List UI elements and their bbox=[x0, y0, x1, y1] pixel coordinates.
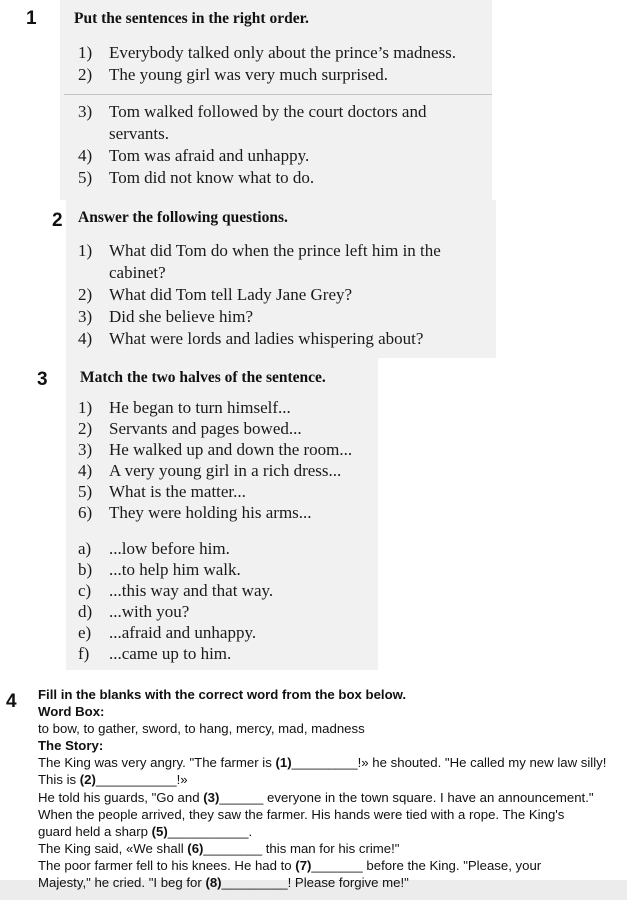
item-number: 2) bbox=[78, 419, 93, 438]
blank-number-2: (2) bbox=[79, 772, 96, 787]
story-text: ! Please forgive me!" bbox=[287, 875, 409, 890]
s3-half-c bbox=[78, 580, 273, 601]
s3-item-1 bbox=[78, 397, 291, 418]
item-number: 3) bbox=[78, 440, 93, 459]
s1-item-3-continued bbox=[109, 123, 169, 144]
blank-number-8: (8) bbox=[205, 875, 222, 890]
story-line-7 bbox=[38, 857, 541, 874]
blank-number-6: (6) bbox=[187, 841, 204, 856]
blank-number-1: (1) bbox=[275, 755, 292, 770]
story-label-text: The Story: bbox=[38, 738, 104, 753]
item-text: What did Tom do when the prince left him in the bbox=[109, 241, 441, 260]
item-text: A very young girl in a rich dress... bbox=[109, 461, 342, 480]
s2-item-4 bbox=[78, 328, 423, 349]
section4-number: 4 bbox=[6, 691, 17, 712]
item-text: ...low before him. bbox=[109, 539, 230, 558]
item-text: He began to turn himself... bbox=[109, 398, 291, 417]
blank-3[interactable]: ______ bbox=[219, 790, 264, 805]
story-line-2 bbox=[38, 771, 188, 788]
item-number: 1) bbox=[78, 398, 93, 417]
item-letter: f) bbox=[78, 644, 90, 663]
item-text: They were holding his arms... bbox=[109, 503, 312, 522]
s2-item-2 bbox=[78, 284, 352, 305]
story-text: Majesty," he cried. "I beg for bbox=[38, 875, 206, 890]
s2-item-1-continued bbox=[109, 262, 166, 283]
item-letter: e) bbox=[78, 623, 92, 642]
item-text: Everybody talked only about the prince’s madness. bbox=[109, 43, 456, 62]
item-text: He walked up and down the room... bbox=[109, 440, 353, 459]
item-number: 5) bbox=[78, 168, 93, 187]
section2-number: 2 bbox=[52, 210, 63, 231]
section4-heading bbox=[38, 686, 406, 703]
blank-6[interactable]: ________ bbox=[203, 841, 263, 856]
item-letter: b) bbox=[78, 560, 93, 579]
item-number: 4) bbox=[78, 461, 93, 480]
item-number: 2) bbox=[78, 285, 93, 304]
s2-item-1 bbox=[78, 240, 441, 261]
section4-heading-text: Fill in the blanks with the correct word from the box below. bbox=[38, 687, 407, 702]
blank-number-7: (7) bbox=[295, 858, 312, 873]
story-text: !» he shouted. "He called my new law silly! bbox=[357, 755, 607, 770]
s1-item-1 bbox=[78, 42, 456, 63]
item-text: ...this way and that way. bbox=[109, 581, 274, 600]
story-text: before the King. "Please, your bbox=[362, 858, 542, 873]
story-text: This is bbox=[38, 772, 80, 787]
section1-number: 1 bbox=[26, 8, 37, 29]
item-number: 2) bbox=[78, 65, 93, 84]
s3-item-2 bbox=[78, 418, 302, 439]
item-text: Tom walked followed by the court doctors and bbox=[109, 102, 427, 121]
section3-number: 3 bbox=[37, 369, 48, 390]
s3-item-3 bbox=[78, 439, 352, 460]
story-label bbox=[38, 737, 103, 754]
wordbox-words: to bow, to gather, sword, to hang, mercy, mad, madness bbox=[38, 721, 365, 736]
s3-half-e bbox=[78, 622, 256, 643]
s3-half-f bbox=[78, 643, 231, 664]
story-text: He told his guards, "Go and bbox=[38, 790, 204, 805]
s2-item-3 bbox=[78, 306, 253, 327]
blank-1[interactable]: _________ bbox=[291, 755, 358, 770]
s3-item-6 bbox=[78, 502, 312, 523]
item-number: 3) bbox=[78, 307, 93, 326]
item-text: ...afraid and unhappy. bbox=[109, 623, 257, 642]
s3-half-d bbox=[78, 601, 189, 622]
story-text: The poor farmer fell to his knees. He had to bbox=[38, 858, 296, 873]
item-number: 4) bbox=[78, 329, 93, 348]
story-line-1 bbox=[38, 754, 606, 771]
s1-item-5 bbox=[78, 167, 314, 188]
s1-item-4 bbox=[78, 145, 309, 166]
blank-8[interactable]: _________ bbox=[221, 875, 288, 890]
section1-divider bbox=[64, 94, 492, 95]
story-text: . bbox=[248, 824, 253, 839]
item-text: What did Tom tell Lady Jane Grey? bbox=[109, 285, 353, 304]
s3-item-5 bbox=[78, 481, 246, 502]
wordbox-label bbox=[38, 703, 104, 720]
s1-item-2 bbox=[78, 64, 388, 85]
item-number: 6) bbox=[78, 503, 93, 522]
s1-item-3 bbox=[78, 101, 426, 122]
story-line-5 bbox=[38, 823, 252, 840]
story-line-4: When the people arrived, they saw the farmer. His hands were tied with a rope. The King's bbox=[38, 807, 565, 822]
section3-heading: Match the two halves of the sentence. bbox=[80, 369, 326, 386]
s3-item-4 bbox=[78, 460, 341, 481]
story-line-3 bbox=[38, 789, 594, 806]
item-letter: a) bbox=[78, 539, 92, 558]
story-text: The King was very angry. "The farmer is bbox=[38, 755, 276, 770]
item-text: What were lords and ladies whispering about? bbox=[109, 329, 424, 348]
story-text: !» bbox=[176, 772, 188, 787]
story-line-6 bbox=[38, 840, 399, 857]
blank-5[interactable]: ___________ bbox=[167, 824, 249, 839]
item-number: 1) bbox=[78, 241, 93, 260]
item-text: ...came up to him. bbox=[109, 644, 232, 663]
item-text: ...with you? bbox=[109, 602, 190, 621]
section2-heading: Answer the following questions. bbox=[78, 209, 288, 226]
item-number: 4) bbox=[78, 146, 93, 165]
s3-half-b bbox=[78, 559, 241, 580]
item-letter: c) bbox=[78, 581, 92, 600]
item-text: Tom did not know what to do. bbox=[109, 168, 315, 187]
blank-number-3: (3) bbox=[203, 790, 220, 805]
story-text: everyone in the town square. I have an announcement." bbox=[263, 790, 594, 805]
item-letter: d) bbox=[78, 602, 93, 621]
story-text: The King said, «We shall bbox=[38, 841, 188, 856]
story-text: this man for his crime!" bbox=[262, 841, 400, 856]
item-text-continued: servants. bbox=[109, 124, 169, 143]
blank-number-5: (5) bbox=[151, 824, 168, 839]
item-number: 1) bbox=[78, 43, 93, 62]
item-text: Did she believe him? bbox=[109, 307, 253, 326]
item-text: The young girl was very much surprised. bbox=[109, 65, 389, 84]
item-text: What is the matter... bbox=[109, 482, 246, 501]
s3-half-a bbox=[78, 538, 230, 559]
item-number: 3) bbox=[78, 102, 93, 121]
section1-heading: Put the sentences in the right order. bbox=[74, 10, 309, 27]
item-number: 5) bbox=[78, 482, 93, 501]
item-text-continued: cabinet? bbox=[109, 263, 166, 282]
wordbox-label-text: Word Box: bbox=[38, 704, 105, 719]
blank-2[interactable]: ___________ bbox=[95, 772, 177, 787]
blank-7[interactable]: _______ bbox=[311, 858, 363, 873]
item-text: ...to help him walk. bbox=[109, 560, 241, 579]
item-text: Servants and pages bowed... bbox=[109, 419, 302, 438]
story-line-8 bbox=[38, 874, 409, 891]
story-text: guard held a sharp bbox=[38, 824, 152, 839]
item-text: Tom was afraid and unhappy. bbox=[109, 146, 310, 165]
